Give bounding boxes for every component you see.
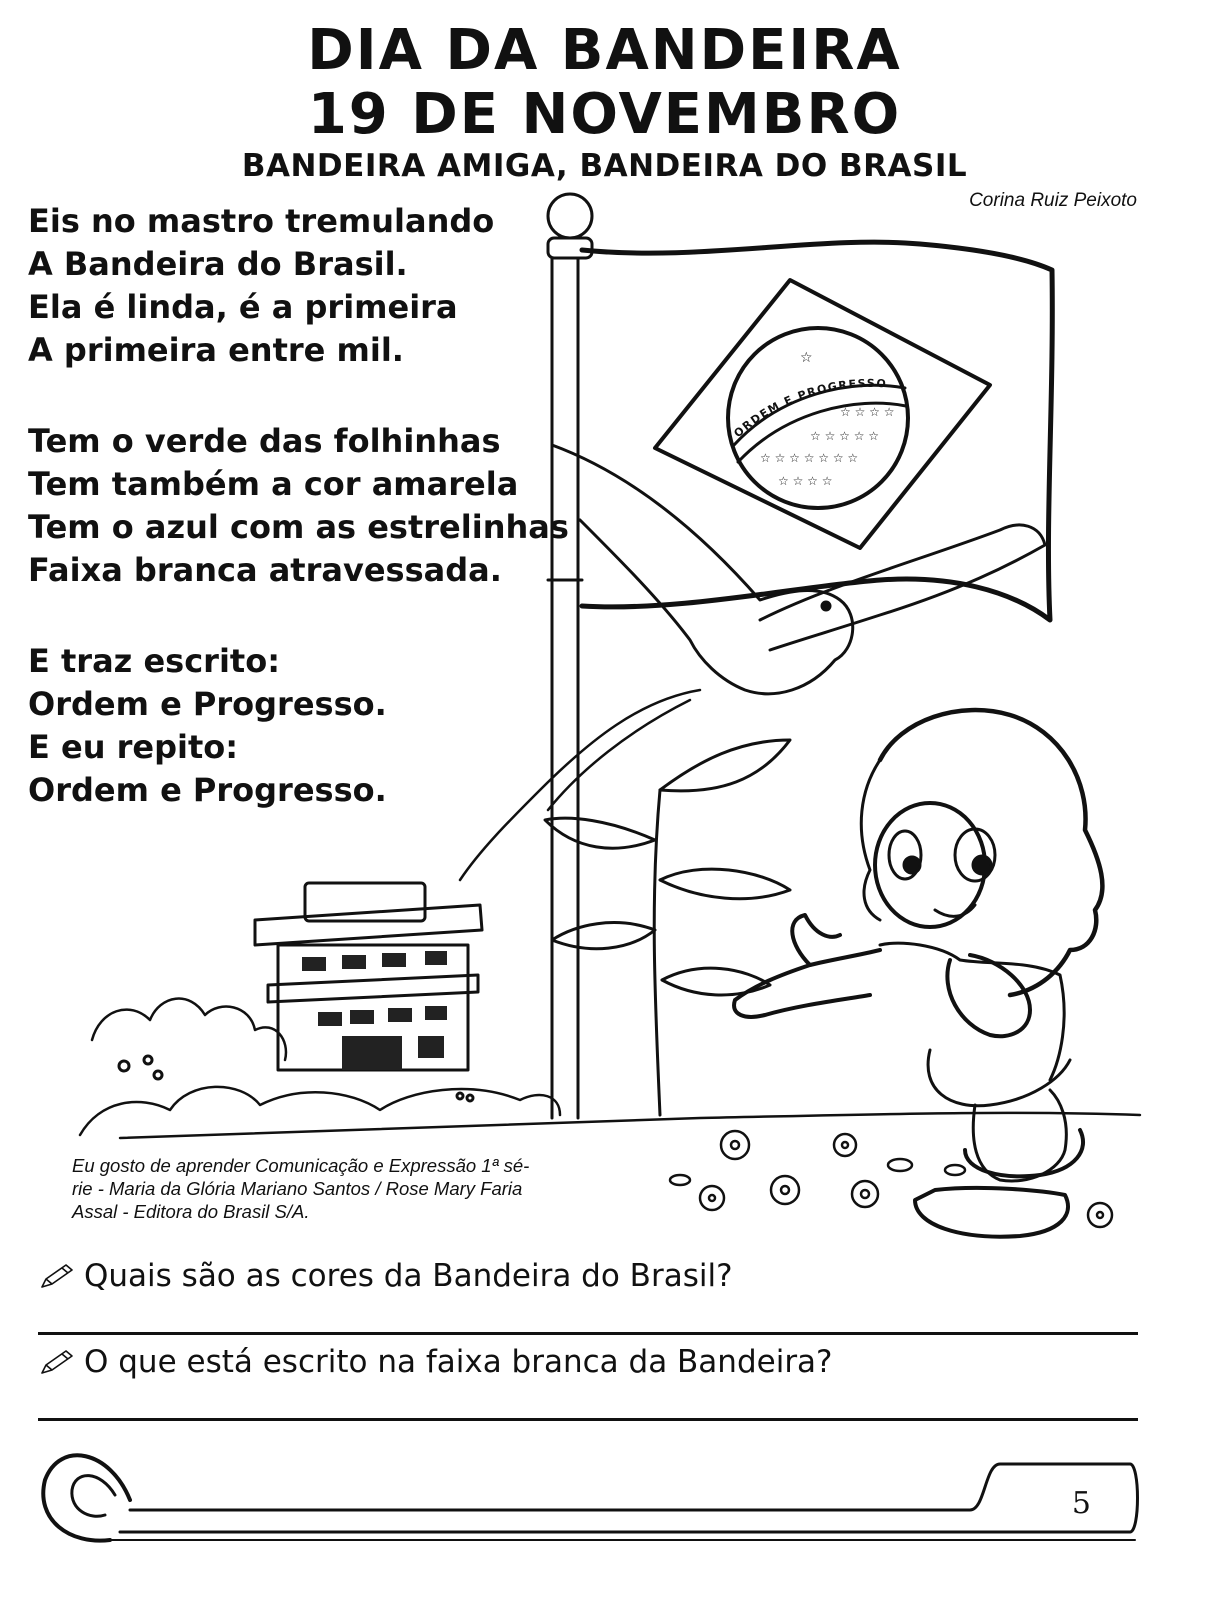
question-2 — [40, 1344, 833, 1380]
question-1 — [40, 1258, 733, 1294]
poem-stanza-3 — [28, 640, 387, 812]
svg-text:☆: ☆ — [800, 350, 813, 366]
svg-text:☆ ☆ ☆ ☆: ☆ ☆ ☆ ☆ — [778, 474, 833, 488]
poem-line: E traz escrito: — [28, 642, 280, 680]
flag-motto: ORDEM E PROGRESSO — [731, 376, 888, 441]
poem-title: BANDEIRA AMIGA, BANDEIRA DO BRASIL — [241, 148, 968, 184]
svg-text:☆ ☆ ☆ ☆ ☆ ☆ ☆: ☆ ☆ ☆ ☆ ☆ ☆ ☆ — [760, 451, 859, 465]
poem-author: Corina Ruiz Peixoto — [969, 190, 1137, 211]
child-figure — [734, 710, 1102, 1237]
poem-line: Tem também a cor amarela — [28, 465, 519, 503]
svg-text:☆ ☆ ☆ ☆ ☆: ☆ ☆ ☆ ☆ ☆ — [810, 429, 880, 443]
poem-line: Faixa branca atravessada. — [28, 551, 502, 589]
pencil-icon — [40, 1349, 74, 1375]
poem-line: Ela é linda, é a primeira — [28, 288, 458, 326]
page-title: DIA DA BANDEIRA — [307, 18, 902, 83]
poem-line: Eis no mastro tremulando — [28, 202, 495, 240]
answer-line-1[interactable] — [38, 1332, 1138, 1335]
poem-line: Tem o verde das folhinhas — [28, 422, 501, 460]
page-date-title: 19 DE NOVEMBRO — [307, 82, 902, 147]
poem-line: Tem o azul com as estrelinhas — [28, 508, 569, 546]
poem-line: A Bandeira do Brasil. — [28, 245, 408, 283]
svg-text:☆ ☆ ☆ ☆: ☆ ☆ ☆ ☆ — [840, 405, 895, 419]
poem-line: A primeira entre mil. — [28, 331, 404, 369]
source-citation — [72, 1154, 612, 1223]
question-text: Quais são as cores da Bandeira do Brasil? — [84, 1258, 733, 1294]
poem-line: E eu repito: — [28, 728, 239, 766]
poem-line: Ordem e Progresso. — [28, 771, 387, 809]
poem-line: Ordem e Progresso. — [28, 685, 387, 723]
question-text: O que está escrito na faixa branca da Bandeira? — [84, 1344, 833, 1380]
citation-line: Assal - Editora do Brasil S/A. — [72, 1201, 310, 1222]
footer-swirl — [43, 1455, 130, 1540]
page-number: 5 — [1071, 1486, 1091, 1521]
answer-line-2[interactable] — [38, 1418, 1138, 1421]
flag-stars — [760, 350, 894, 488]
footer-frame — [120, 1464, 1138, 1532]
flagpole-finial — [548, 194, 592, 238]
citation-line: rie - Maria da Glória Mariano Santos / Rose Mary Faria — [72, 1178, 523, 1199]
pencil-icon — [40, 1263, 74, 1289]
poem-stanza-2 — [28, 420, 569, 592]
citation-line: Eu gosto de aprender Comunicação e Expressão 1ª sé- — [72, 1155, 530, 1176]
poem-stanza-1 — [28, 200, 494, 372]
